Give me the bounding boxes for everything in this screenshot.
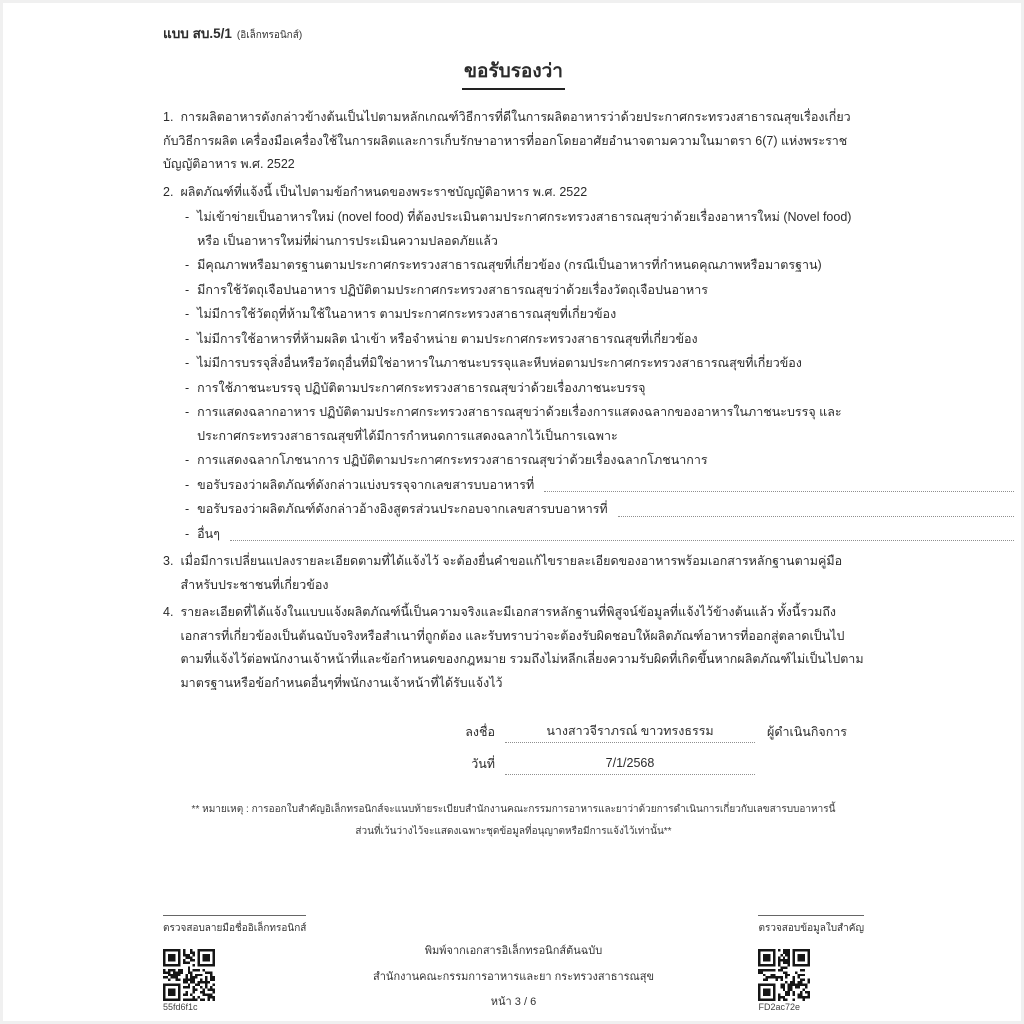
date-label: วันที่ <box>471 757 495 771</box>
item-2 <box>163 181 864 205</box>
subitem: - การใช้ภาชนะบรรจุ ปฏิบัติตามประกาศกระทรวงสาธารณสุขว่าด้วยเรื่องภาชนะบรรจุ <box>185 377 864 401</box>
other-field[interactable] <box>230 540 1014 541</box>
subitem: - ไม่มีการบรรจุสิ่งอื่นหรือวัตถุอื่นที่มิใช่อาหารในภาชนะบรรจุและหีบห่อตามประกาศกระทรวงสาธารณสุขที่เกี่ยวข้อง <box>185 352 864 376</box>
item-2-text: ผลิตภัณฑ์ที่แจ้งนี้ เป็นไปตามข้อกำหนดของพระราชบัญญัติอาหาร พ.ศ. 2522 <box>180 184 588 199</box>
certificate-verify-heading: ตรวจสอบข้อมูลใบสำคัญ <box>758 915 864 936</box>
item-3-text: เมื่อมีการเปลี่ยนแปลงรายละเอียดตามที่ได้แจ้งไว้ จะต้องยื่นคำขอแก้ไขรายละเอียดของอาหารพร้อมเอกสารหลักฐานตามคู่มือสำหรับประชาชนที่เกี่ยวข้อง <box>180 554 843 592</box>
footnote <box>163 799 864 843</box>
food-serial-number-field[interactable] <box>544 491 1014 492</box>
footer-left-verification <box>163 915 306 1012</box>
date-row <box>455 753 864 775</box>
dash-bullet: - <box>185 282 190 297</box>
item-4-text: รายละเอียดที่ได้แจ้งในแบบแจ้งผลิตภัณฑ์นี้เป็นความจริงและมีเอกสารหลักฐานที่พิสูจน์ข้อมูลที่แจ้งไว้ข้างต้นแล้ว ทั้งนี้รวมถึงเอกสารที่เกี่ยวข้องเป็นต้นฉบับจริงหรือสำเนาที่ถูกต้อง และรับทราบว่าจะต้องรับผิดชอบให้ผลิตภัณฑ์อาหารที่ออกสู่ตลาดเป็นไปตามที่แจ้งไว้ต่อพนักงานเจ้าหน้าที่และข้อกำหนดของกฎหมาย รวมถึงไม่หลีกเลี่ยงความรับผิดที่เกิดขึ้นหากผลิตภัณฑ์ไม่เป็นไปตามมาตรฐานหรือข้อกำหนดอื่นๆที่พนักงานเจ้าหน้าที่ได้รับแจ้งไว้ <box>180 605 864 690</box>
page-number: หน้า 3 / 6 <box>490 996 537 1008</box>
signature-block <box>455 721 864 775</box>
footer-agency: สำนักงานคณะกรรมการอาหารและยา กระทรวงสาธารณสุข <box>373 970 654 983</box>
item-1-number: 1. <box>163 110 174 124</box>
page-footer <box>163 915 864 1012</box>
signature-row <box>455 721 864 743</box>
dash-bullet: - <box>185 307 190 321</box>
dash-bullet: - <box>185 477 190 492</box>
footer-printed-from: พิมพ์จากเอกสารอิเล็กทรอนิกส์ต้นฉบับ <box>424 945 603 957</box>
signature-verify-qr-code <box>163 949 215 1001</box>
dash-bullet: - <box>185 502 190 516</box>
item-3-number: 3. <box>163 554 174 568</box>
subitem-formula-reference-certify: - ขอรับรองว่าผลิตภัณฑ์ดังกล่าวอ้างอิงสูตรส่วนประกอบจากเลขสารบบอาหารที่ <box>185 498 864 522</box>
formula-serial-number-field[interactable] <box>618 516 1014 517</box>
dash-bullet: - <box>185 331 190 346</box>
form-code-row <box>163 22 864 44</box>
page-title: ขอรับรองว่า <box>462 56 565 90</box>
certificate-verify-qr-code <box>758 949 810 1001</box>
subitem: - การแสดงฉลากอาหาร ปฏิบัติตามประกาศกระทรวงสาธารณสุขว่าด้วยเรื่องการแสดงฉลากของอาหารในภาชนะบรรจุ และประกาศกระทรวงสาธารณสุขที่ได้มีการกำหนดการแสดงฉลากไว้เป็นการเฉพาะ <box>185 401 864 448</box>
item-1-text: การผลิตอาหารดังกล่าวข้างต้นเป็นไปตามหลักเกณฑ์วิธีการที่ดีในการผลิตอาหารว่าด้วยประกาศกระทรวงสาธารณสุขเรื่องเกี่ยวกับวิธีการผลิต เครื่องมือเครื่องใช้ในการผลิตและการเก็บรักษาอาหารที่ออกโดยอาศัยอำนาจตามความในมาตรา 6(7) แห่งพระราชบัญญัติอาหาร พ.ศ. 2522 <box>163 110 851 171</box>
item-4-number: 4. <box>163 605 174 619</box>
subitem-repack-certify: - ขอรับรองว่าผลิตภัณฑ์ดังกล่าวแบ่งบรรจุจากเลขสารบบอาหารที่ <box>185 474 864 498</box>
document-body <box>163 22 864 843</box>
subitem: - มีคุณภาพหรือมาตรฐานตามประกาศกระทรวงสาธารณสุขที่เกี่ยวข้อง (กรณีเป็นอาหารที่กำหนดคุณภาพหรือมาตรฐาน) <box>185 254 864 278</box>
item-2-number: 2. <box>163 184 174 199</box>
form-code-suffix: (อิเล็กทรอนิกส์) <box>236 30 303 41</box>
certificate-verify-qr-caption: FD2ac72e <box>758 1002 800 1012</box>
signer-name: นางสาวจีราภรณ์ ขาวทรงธรรม <box>546 724 714 738</box>
footnote-line-1: ** หมายเหตุ : การออกใบสำคัญอิเล็กทรอนิกส์จะแนบท้ายระเบียบสำนักงานคณะกรรมการอาหารและยาว่าด้วยการดำเนินการเกี่ยวกับเลขสารบบอาหารนี้ <box>191 804 836 815</box>
dash-bullet: - <box>185 356 190 370</box>
dash-bullet: - <box>185 210 190 224</box>
signature-line <box>505 721 755 743</box>
subitem-other: - อื่นๆ <box>185 523 864 547</box>
item-2-subitems <box>185 206 864 546</box>
subitem: - การแสดงฉลากโภชนาการ ปฏิบัติตามประกาศกระทรวงสาธารณสุขว่าด้วยเรื่องฉลากโภชนาการ <box>185 449 864 473</box>
subitem: - ไม่มีการใช้วัตถุที่ห้ามใช้ในอาหาร ตามประกาศกระทรวงสาธารณสุขที่เกี่ยวข้อง <box>185 303 864 327</box>
signer-role: ผู้ดำเนินกิจการ <box>767 725 848 739</box>
subitem: - มีการใช้วัตถุเจือปนอาหาร ปฏิบัติตามประกาศกระทรวงสาธารณสุขว่าด้วยเรื่องวัตถุเจือปนอาหาร <box>185 279 864 303</box>
footer-center <box>373 939 654 1016</box>
dash-bullet: - <box>185 258 190 272</box>
dash-bullet: - <box>185 526 190 541</box>
dash-bullet: - <box>185 453 190 467</box>
signature-verify-qr-caption: 55fd6f1c <box>163 1002 198 1012</box>
item-3 <box>163 550 864 597</box>
dash-bullet: - <box>185 405 190 419</box>
subitem: - ไม่เข้าข่ายเป็นอาหารใหม่ (novel food) ที่ต้องประเมินตามประกาศกระทรวงสาธารณสุขว่าด้วยเรื่องอาหารใหม่ (Novel food) หรือ เป็นอาหารใหม่ที่ผ่านการประเมินความปลอดภัยแล้ว <box>185 206 864 253</box>
dash-bullet: - <box>185 380 190 395</box>
subitem: - ไม่มีการใช้อาหารที่ห้ามผลิต นำเข้า หรือจำหน่าย ตามประกาศกระทรวงสาธารณสุขที่เกี่ยวข้อง <box>185 328 864 352</box>
item-4 <box>163 601 864 695</box>
sign-label: ลงชื่อ <box>465 725 495 739</box>
footnote-line-2: ส่วนที่เว้นว่างไว้จะแสดงเฉพาะชุดข้อมูลที่อนุญาตหรือมีการแจ้งไว้เท่านั้น** <box>355 826 672 837</box>
date-line <box>505 753 755 775</box>
item-1 <box>163 106 864 177</box>
date-value: 7/1/2568 <box>605 756 655 770</box>
form-code: แบบ สบ.5/1 <box>163 26 232 41</box>
footer-right-verification <box>758 915 864 1012</box>
signature-verify-heading: ตรวจสอบลายมือชื่ออิเล็กทรอนิกส์ <box>163 915 306 936</box>
